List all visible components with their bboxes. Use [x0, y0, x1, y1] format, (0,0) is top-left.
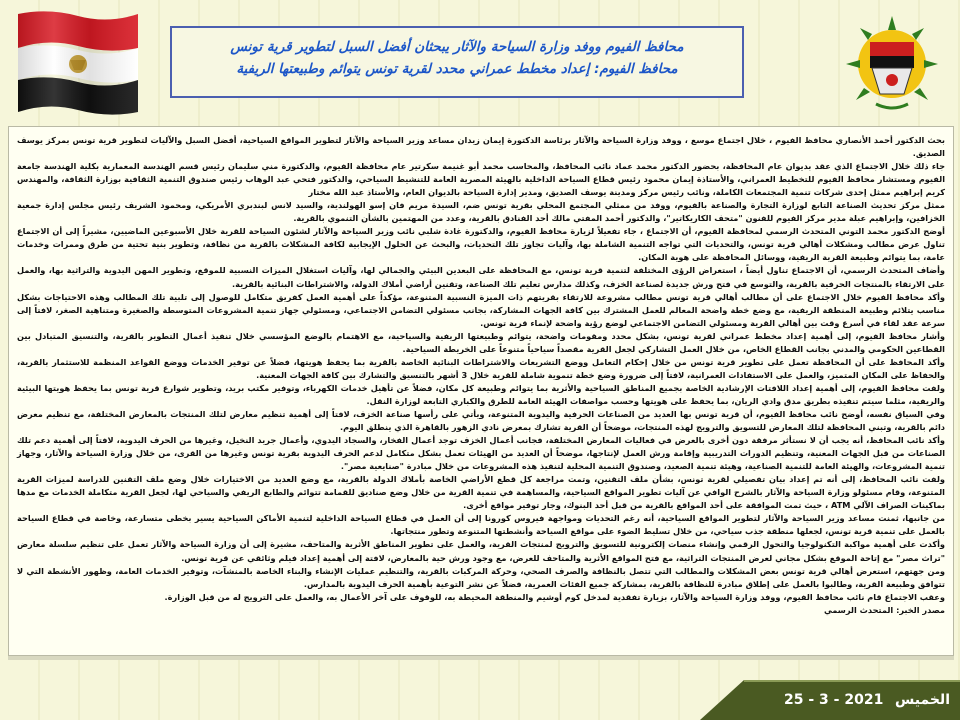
- date-bar-slant: [700, 680, 744, 720]
- headline-title: محافظ الفيوم ووفد وزارة السياحة والآثار يبحثان أفضل السبل لتطوير قرية تونس: [230, 39, 684, 55]
- article-paragraph: ومن جهتهم، استعرض أهالي قرية تونس بعض المشكلات والمطالب التي تتصل بالنظافة والصرف الصحي، وحركة المركبات بالقرية، والتنظيم عمليات الإنشاء والبناء الخاصة بالمنشآت، وتوفير الخدمات العامة، وظهور الأنشطة التي لا تتوافق وطبيعة القرية، وطالبوا بالعمل على إطلاق مبادرة للنظافة بالقرية، بمشاركة جميع الفئات العمرية، فضلاً عن نشر التوعية بأهمية الحرف اليدوية بالمدارس.: [17, 565, 945, 589]
- article-paragraph: وأكد المحافظ على أن المحافظة تعمل على تطوير قرية تونس من خلال إحكام التعامل ووضع التشريعات والاشتراطات البنائية الخاصة بالقرية بما يحفظ هويتها، فضلاً عن توفير الخدمات ووضع القواعد المنظمة للاستثمار بالقرية، والحفاظ على المكان المتميز، والعمل على الاستفادات العمرانية، لافتاً إلى ضرورة وضع خطة تنموية شاملة للقرية خلال 3 أشهر بالتنسيق والتشارك بين كافة الجهات المعنية.: [17, 356, 945, 380]
- date-bar: [744, 680, 960, 720]
- headline-box: [170, 26, 744, 98]
- article-paragraph: ولفت نائب المحافظ، إلى أنه تم إعداد بيان تفصيلي لقرية تونس، بشأن ملف التقنين، وتمت مراجعة كل قطع الأراضي الخاصة بأملاك الدولة بالقرية، مع وضع العديد من الاختيارات خلال وضع ملف التقنين للدراسة لميزات القرية المتنوعة، وقام مسئولو وزارة السياحة والآثار بالشرح الوافي عن آليات تطوير المواقع السياحية، والمساهمة في تنمية القرية من خلال وضع صناديق للقمامة تتوائم والطابع الريفي والسياحي لها، لجعل القرية متكاملة الخدمات مع مدها بماكينات الصراف الآلي ATM ، حيث تمت الموافقة على أحد المواقع بالقرية من قبل أحد البنوك، وجار توفير مواقع أخرى.: [17, 474, 945, 511]
- article-paragraph: وأكد محافظ الفيوم خلال الاجتماع على أن مطالب أهالي قرية تونس مطالب مشروعة للارتقاء بقريتهم ذات الميزة النسبية المتنوعة، مؤكداً على أهمية العمل كفريق متكامل للوصول إلى تلبية تلك المطالب وهذه الاحتياجات بشكل مناسب يتلائم وطبيعة المنطقة الريفية، مع وضع خطة واضحة المعالم للعمل المشترك بين كافة الجهات المشاركة، بجانب مسئولي التضامن الاجتماعي، ومسئولي جهاز تنمية المشروعات المتوسطة والصغيرة ومتناهية الصغر، لافتاً إلى سرعة عقد لقاء في أسرع وقت بين أهالي القرية ومسئولي التضامن الاجتماعي لوضع رؤية واضحة لإنماء قرية تونس.: [17, 291, 945, 328]
- date-value: 25 - 3 - 2021: [784, 692, 884, 708]
- article-paragraph: وعقب الاجتماع قام نائب محافظ الفيوم، ووفد وزارة السياحة والآثار، بزيارة تفقدية لمدخل كوم أوشيم والمنطقة المحيطة به، للوقوف على آخر الأعمال به، والعمل على الترويج له من قبل الوزارة.: [164, 591, 945, 602]
- article-body: [8, 126, 954, 656]
- headline-subtitle: محافظ الفيوم: إعداد مخطط عمراني محدد لقرية تونس يتوائم وطبيعتها الريفية: [236, 61, 678, 77]
- article-paragraph: وأشار محافظ الفيوم، إلى أهمية إعداد مخطط عمراني لقرية تونس، بشكل محدد ومقومات واضحة، يتوائم وطبيعتها الريفية والسياحية، مع الاهتمام بالوضع المؤسسي خلال تنفيذ أعمال التطوير بالقرية، والتنسيق المتبادل بين القطاعين الحكومي والمدني بجانب القطاع الخاص، من خلال العمل التشاركي لجعل القرية مقصداً سياحياً متنوعاً على الخريطة السياحية.: [17, 330, 945, 354]
- article-paragraph: بحث الدكتور أحمد الأنصاري محافظ الفيوم ، خلال اجتماع موسع ، ووفد وزارة السياحة والآثار برئاسة الدكتورة إيمان زيدان مساعد وزير السياحة والآثار لتطوير المواقع السياحية، أفضل السبل والآليات لتطوير قرية تونس بمركز يوسف الصديق.: [17, 135, 945, 159]
- article-paragraph: ولفت محافظ الفيوم، إلى أهمية إعداد اللافتات الإرشادية الخاصة بجميع المناطق السياحية والأثرية بما يتوائم وطبيعة كل مكان، فضلاً عن تأهيل خدمات الكهرباء، وتوفير مكتب بريد، وتطوير شوارع قرية تونس بما يحفظ هويتها البيئية والريفية، مثلما سيتم تنفيذه بطريق مدق وادي الريان، بما يحفظ على هويتها وحسب مواصفات الهيئة العامة للطرق والكباري التابعة لوزارة النقل.: [17, 382, 945, 406]
- date-weekday: الخميس: [894, 692, 950, 708]
- article-source: مصدر الخبر: المتحدث الرسمي: [824, 604, 945, 615]
- article-shadow: [8, 656, 954, 660]
- article-paragraph: وأكد نائب المحافظ، أنه يجب أن لا نستأثر مرفقة دون أخرى بالعرض في فعاليات المعارض المختلفة، فجانب أعمال الخزف توجد أعمال الفخار، والسجاد اليدوي، وأعمال جريد النخيل، وغيرها من الحرف اليدوية، لافتاً إلى أهمية دعم تلك الصناعات من قبل الجهات المعنية، وتنظيم الدورات التدريبية وإقامة ورش العمل لإنتاجها، موضحاً أن العديد من الهيئات تعمل بشكل متكامل لدعم الحرف اليدوية بقرية تونس وغيرها من القرى، من خلال وزارة السياحة والآثار، وجهاز تنمية المشروعات، والهيئة العامة للتنمية الصناعية، وهيئة تنمية الصعيد، وصندوق التنمية المحلية لتنفيذ هذه المشروعات من خلال مبادرة "صنايعية مصر".: [17, 435, 945, 472]
- article-paragraph: وأكدت على أهمية مواكبة التكنولوجيا والتحول الرقمي وإنشاء منصات إلكترونية للتسويق والترويج لمنتجات القرية، والعمل على تطوير المناطق الأثرية والمتاحف، مشيرة إلى أن وزارة السياحة والآثار تعمل على تنظيم سلسلة معارض "تراث مصر" مع إتاحة الموقع بشكل مجاني لعرض المنتجات التراثية، مع فتح المواقع الأثرية والمتاحف للعرض، مع وجود ورش حية بالمعارض، لافتة إلى أهمية إعداد فيلم وثائقي عن قرية تونس.: [17, 539, 945, 563]
- egypt-flag-icon: [8, 8, 148, 120]
- article-paragraph: من جانبها، ثمنت مساعد وزير السياحة والآثار لتطوير المواقع السياحية، أنه رغم التحديات ومواجهة فيروس كورونا إلى أن العمل في قطاع السياحة الداخلية لتنمية الأماكن السياحية يسير بخطى متسارعة، وخاصة في قطاع السياحة بالعمل على تنمية قرية تونس، لجعلها منطقة جذب سياحي، من خلال تسليط الضوء على مواقع السياحة وأنشطتها المتنوعة وتطور منتجاتها.: [17, 513, 945, 537]
- article-paragraph: ممثل مركز تحديث الصناعة التابع لوزارة التجارة والصناعة بالفيوم، ووفد من ممثلي المجتمع المحلي بقرية تونس ضم، السيدة مريم فان إسو الهولندية، والسيد لانس لبندبري الأمريكي، ومحمود الشريف رئيس مجلس إدارة جمعية الخزافين، وإبراهيم عبلة مدير مركز الفيوم للفنون "متحف الكاريكاتير"، والدكتور أحمد المفتي مالك أحد الفنادق بالقرية، وعدد من المهتمين بالشأن التنموي بالقرية.: [17, 200, 945, 224]
- article-paragraph: جاء ذلك خلال الاجتماع الذي عقد بديوان عام المحافظة، بحضور الدكتور محمد عماد نائب المحافظ، والمحاسب محمد أبو غنيمة سكرتير عام محافظة الفيوم، والدكتورة مني سليمان رئيس قسم الهندسة المعمارية بكلية الهندسة جامعة الفيوم ومستشار محافظ الفيوم للتخطيط العمراني، والأستاذة إيمان محمود رئيس قطاع السياحة الداخلية بالهيئة المصرية العامة للتنشيط السياحي، والدكتور فتحي عبد الوهاب رئيس صندوق التنمية الثقافية بوزارة الثقافة، والمهندس كريم إبراهيم ممثل إحدى شركات تنمية المجتمعات الكاملة، ونائب رئيس مركز ومدينة يوسف الصديق، ومدير إدارة السياحة بالديوان العام، والأستاذ عبد الله مختار: [17, 161, 945, 198]
- article-paragraph: أوضح الدكتور محمد التوني المتحدث الرسمي لمحافظة الفيوم، أن الاجتماع ، جاء تفعيلاً لزيارة محافظ الفيوم، والدكتورة غادة شلبي نائب وزير السياحة والآثار لشئون السياحة للقرية خلال الأسبوعين الماضيين، مشيراً إلى أن الاجتماع تناول عرض مطالب ومشكلات أهالي قرية تونس، والتحديات التي تواجه التنمية الشاملة بها، وآليات تجاوز تلك التحديات، والبحث عن الحلول الإيجابية لكافة المشكلات بالقرية من نظافة، وتطوير بنية تحتية من طرق وممرات وخدمات عامة، بما يتوائم وطبيعة القرية الريفية، ووسائل المحافظة على هوية المكان.: [17, 226, 945, 263]
- article-paragraph: وفي السياق نفسه، أوضح نائب محافظ الفيوم، أن قرية تونس بها العديد من الصناعات الحرفية واليدوية المتنوعة، ويأتي على رأسها صناعة الخزف، لافتاً إلى أهمية تنظيم معارض لتلك المنتجات بالمعارض المختلفة، مع تنظيم معرض دائم بالقرية، وتبني المحافظة لتلك المعارض للتسويق والترويج لهذه المنتجات، موضحاً أن القرية تشارك بمعرض نادي الزهور بالقاهرة الذي ينطلق اليوم.: [17, 408, 945, 433]
- fayoum-governorate-logo-icon: [832, 8, 952, 120]
- article-paragraph: وأضاف المتحدث الرسمي، أن الاجتماع تناول أيضاً ، استعراض الرؤى المختلفة لتنمية قرية تونس، مع المحافظة على البعدين البيئي والجمالي لها، وآليات استغلال الميزات النسبية للموقع، وتطوير المهن اليدوية والتراثية بها، والعمل على الارتقاء بالمنتجات الحرفية بالقرية، والتوسع في فتح ورش جديدة لصناعة الخزف، وكذلك مدارس تعليم تلك الصناعة، وتقنين أراضي أملاك الدولة، والاشتراطات البنائية بالقرية.: [17, 265, 945, 289]
